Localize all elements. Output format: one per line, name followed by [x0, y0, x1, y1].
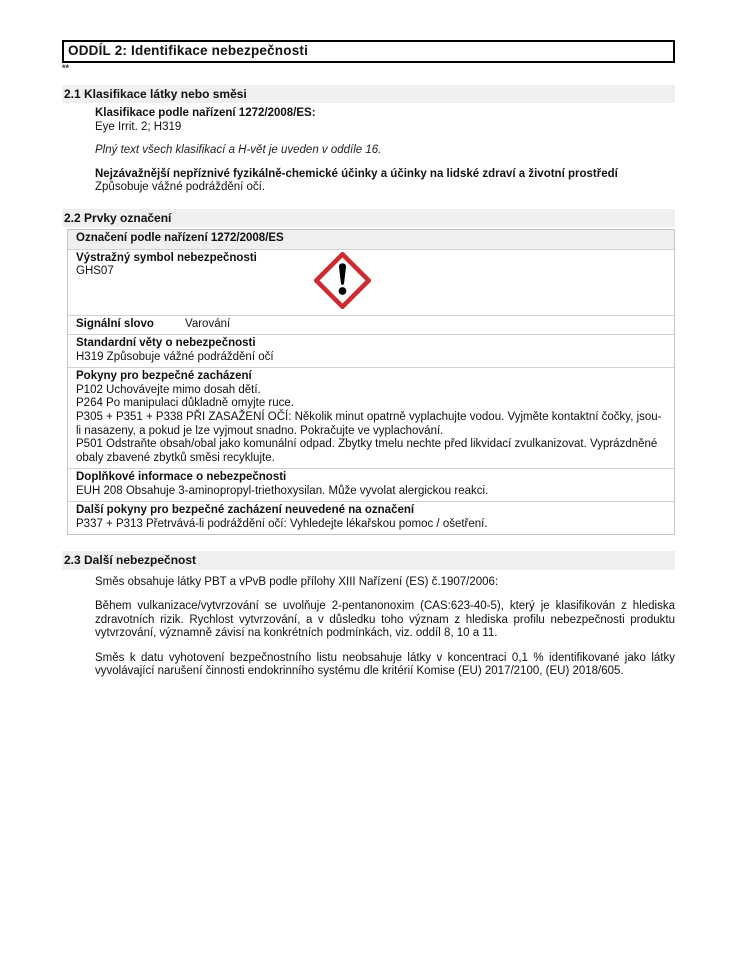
section-2-1-content [95, 107, 675, 195]
precautionary-line: P102 Uchovávejte mimo dosah dětí. [76, 383, 261, 396]
precautionary-row [68, 368, 674, 469]
supplemental-info-row [68, 469, 674, 502]
classification-label: Klasifikace podle nařízení 1272/2008/ES: [95, 107, 316, 120]
precautionary-line: P305 + P351 + P338 PŘI ZASAŽENÍ OČÍ: Několik minut opatrně vyplachujte vodou. Vyjměte kontaktní čočky, jsou-li nasazeny, a pokud je lze vyjmout snadno. Pokračujte ve vyplachování. [76, 410, 662, 437]
labelling-table [67, 229, 675, 535]
heading-2-1: 2.1 Klasifikace látky nebo směsi [62, 85, 675, 103]
supplemental-info-value: EUH 208 Obsahuje 3-aminopropyl-triethoxysilan. Může vyvolat alergickou reakci. [76, 484, 489, 497]
classification-note: Plný text všech klasifikací a H-vět je uveden v oddíle 16. [95, 144, 382, 157]
precautionary-line: P501 Odstraňte obsah/obal jako komunální odpad. Zbytky tmelu nechte před likvidací zvulkanizovat. Vyprázdněné obaly zbavené zbytků směsi recyklujte. [76, 438, 658, 464]
supplemental-info-label: Doplňkové informace o nebezpečnosti [76, 471, 287, 484]
section-2-header: ODDÍL 2: Identifikace nebezpečnosti [62, 40, 675, 63]
other-hazards-paragraph: Směs k datu vyhotovení bezpečnostního listu neobsahuje látky v koncentraci 0,1 % identifikované jako látky vyvolávající narušení činnosti endokrinního systému dle kritérií Komise (EU) 2017/2100, (EU) 2018/605. [95, 651, 675, 678]
signal-word-row [68, 316, 674, 336]
pictogram-label: Výstražný symbol nebezpečnosti [76, 251, 257, 264]
precautionary-label: Pokyny pro bezpečné zacházení [76, 370, 252, 383]
additional-precautions-row [68, 502, 674, 534]
heading-2-3: 2.3 Další nebezpečnost [62, 551, 675, 569]
effects-label: Nejzávažnější nepříznivé fyzikálně-chemické účinky a účinky na lidské zdraví a životní prostředí [95, 167, 618, 180]
classification-value: Eye Irrit. 2; H319 [95, 120, 182, 133]
change-marker: ** [62, 62, 70, 73]
hazard-statements-row [68, 335, 674, 368]
effects-value: Způsobuje vážné podráždění očí. [95, 181, 266, 194]
heading-2-2: 2.2 Prvky označení [62, 209, 675, 227]
pictogram-code: GHS07 [76, 265, 114, 278]
pictogram-row [68, 250, 674, 316]
additional-precautions-label: Další pokyny pro bezpečné zacházení neuvedené na označení [76, 504, 415, 517]
signal-word-label: Signální slovo [76, 317, 154, 330]
other-hazards-paragraph: Směs obsahuje látky PBT a vPvB podle přílohy XIII Nařízení (ES) č.1907/2006: [95, 575, 499, 588]
other-hazards-paragraph: Během vulkanizace/vytvrzování se uvolňuje 2-pentanonoxim (CAS:623-40-5), který je klasifikován z hlediska zdravotních rizik. Rychlost vytvrzování, a v důsledku toho význam z hlediska profilu nebezpečnosti produktu vytvrzování, významně závisí na konkrétních podmínkách, viz. oddíl 8, 10 a 11. [95, 600, 675, 640]
precautionary-line: P264 Po manipulaci důkladně omyjte ruce. [76, 397, 294, 410]
labelling-table-header: Označení podle nařízení 1272/2008/ES [68, 230, 674, 250]
ghs07-exclamation-icon [314, 252, 371, 309]
additional-precautions-value: P337 + P313 Přetrvává-li podráždění očí: Vyhledejte lékařskou pomoc / ošetření. [76, 517, 488, 530]
hazard-statements-label: Standardní věty o nebezpečnosti [76, 337, 256, 350]
hazard-statements-value: H319 Způsobuje vážné podráždění očí [76, 350, 274, 363]
signal-word-value: Varování [185, 317, 231, 330]
